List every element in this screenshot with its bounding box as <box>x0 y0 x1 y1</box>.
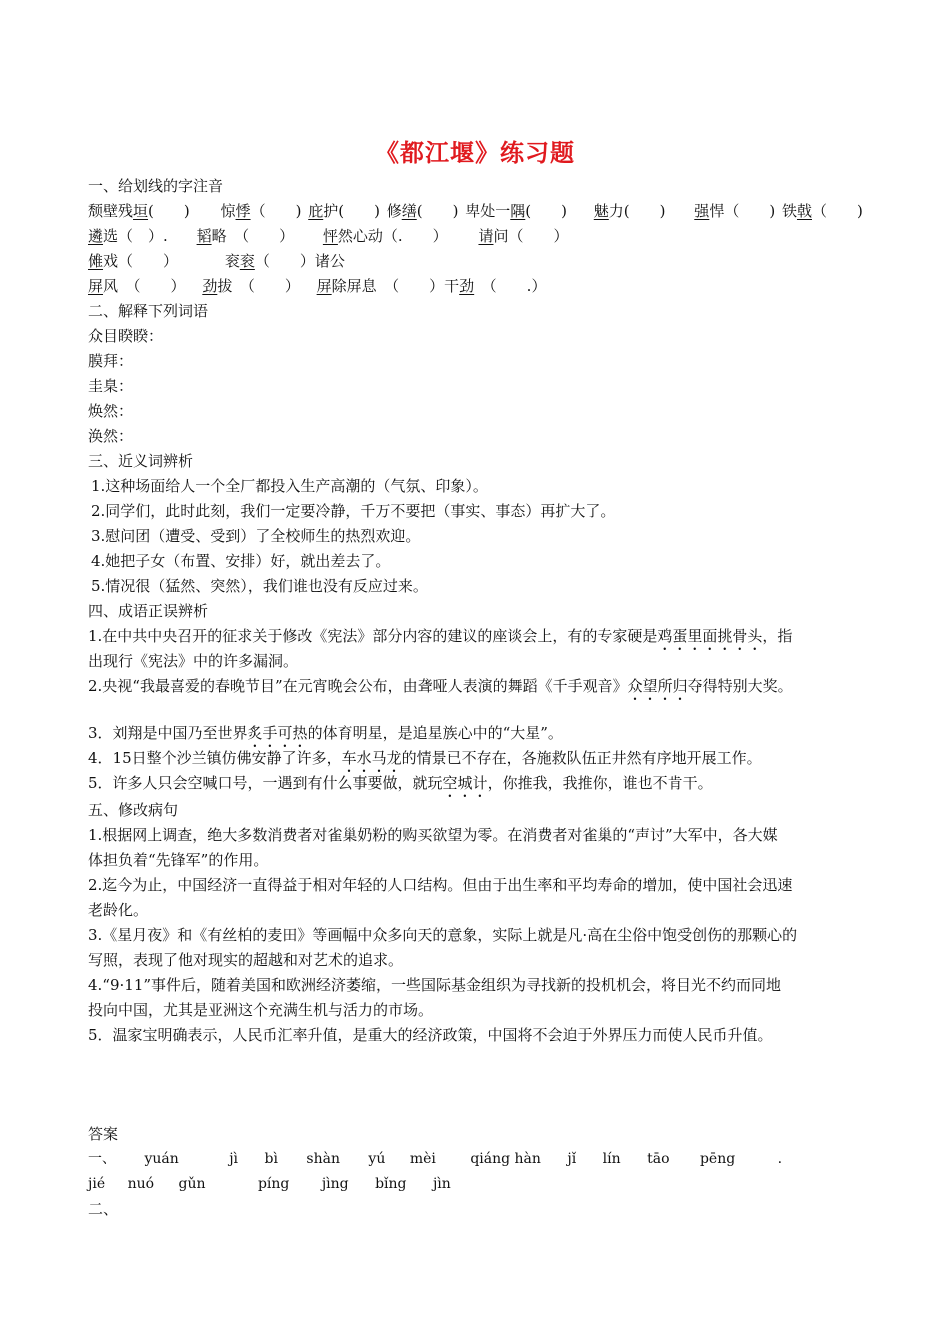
word-item: 韬略 （ ） <box>196 227 295 245</box>
word-item: 遴选（ ）. <box>88 227 168 245</box>
word-item: 铁戟（ ) <box>781 202 863 220</box>
question-line: 写照，表现了他对现实的超越和对艺术的追求。 <box>88 951 404 969</box>
word-item: 颓壁残垣( ) <box>88 202 190 220</box>
question-line: 1.根据网上调查，绝大多数消费者对雀巢奶粉的购买欲望为零。在消费者对雀巢的“声讨”大军中，各大媒 <box>88 826 778 844</box>
word-item: 庇护( ) <box>308 202 380 220</box>
section-1-heading: 一、给划线的字注音 <box>88 177 224 195</box>
word-item: 强悍（ ) <box>694 202 776 220</box>
idiom-dotted: 众望所归 <box>627 677 688 695</box>
word-item: 劲拔 （ ） <box>202 277 300 295</box>
section-4-heading: 四、成语正误辨析 <box>88 602 209 620</box>
answer-row-3: 二、 <box>88 1200 119 1218</box>
question-line: 1.在中共中央召开的征求关于修改《宪法》部分内容的建议的座谈会上，有的专家硬是鸡蛋里面挑骨头，指 <box>88 627 793 645</box>
question-line: 3.《星月夜》和《有丝柏的麦田》等画幅中众多向天的意象，实际上就是凡·高在尘俗中饱受创伤的那颗心的 <box>88 926 798 944</box>
question-line: 4.她把子女（布置、安排）好，就出差去了。 <box>91 552 391 570</box>
s1-row-4 <box>88 276 870 296</box>
answers-heading: 答案 <box>88 1125 119 1143</box>
question-line: 5．许多人只会空喊口号，一遇到有什么事要做，就玩空城计，你推我，我推你，谁也不肯干。 <box>88 774 713 792</box>
term-line: 圭臬： <box>88 377 134 395</box>
question-line: 2.同学们，此时此刻，我们一定要冷静，千万不要把（事实、事态）再扩大了。 <box>91 502 616 520</box>
term-line: 众目睽睽： <box>88 327 164 345</box>
page-title: 《都江堰》练习题 <box>375 139 575 167</box>
section-3-heading: 三、近义词辨析 <box>88 452 194 470</box>
word-item: 劲 （ .） <box>459 277 547 295</box>
idiom-dotted: 鸡蛋里面挑骨头 <box>657 627 763 645</box>
question-line: 4.“9·11”事件后，随着美国和欧洲经济萎缩，一些国际基金组织为寻找新的投机机会，将目光不约而同地 <box>88 976 782 994</box>
term-line: 焕然： <box>88 402 134 420</box>
word-item: 屏风 （ ） <box>88 277 186 295</box>
word-item: 请问（ ） <box>478 227 569 245</box>
question-line: 5．温家宝明确表示，人民币汇率升值，是重大的经济政策，中国将不会迫于外界压力而使人民币升值。 <box>88 1026 773 1044</box>
word-item: 屏除屏息 （ ）干 <box>316 277 460 295</box>
word-item: 傩戏（ ） <box>88 252 179 270</box>
question-line: 2.央视“我最喜爱的春晚节目”在元宵晚会公布，由聋哑人表演的舞蹈《千手观音》众望所归夺得特别大奖。 <box>88 677 793 695</box>
idiom-dotted: 空城计 <box>442 774 488 792</box>
word-item: 惊悸（ ) <box>220 202 302 220</box>
question-line: 1.这种场面给人一个全厂都投入生产高潮的（气氛、印象）。 <box>91 477 488 495</box>
question-line: 4．15日整个沙兰镇仿佛安静了许多，车水马龙的情景已不存在，各施救队伍正井然有序地开展工作。 <box>88 749 762 767</box>
s1-row-3 <box>88 251 870 271</box>
question-line: 3．刘翔是中国乃至世界炙手可热的体育明星，是追星族心中的“大星”。 <box>88 724 563 742</box>
question-line: 5.情况很（猛然、突然），我们谁也没有反应过来。 <box>91 577 428 595</box>
word-item: 魅力( ) <box>593 202 666 220</box>
answer-row-2: jié nuó gǔn píng jìng bǐng jìn <box>88 1176 451 1192</box>
word-item: 修缮( ) <box>386 202 459 220</box>
section-5-heading: 五、修改病句 <box>88 801 179 819</box>
idiom-dotted: 炙手可热 <box>247 724 308 742</box>
question-line: 出现行《宪法》中的许多漏洞。 <box>88 652 299 670</box>
answer-row-1: 一、 yuán jì bì shàn yú mèi qiáng hàn jǐ lín tāo pēng . <box>88 1151 783 1167</box>
word-item: 衮衮（ ）诸公 <box>224 252 345 270</box>
question-line: 投向中国，尤其是亚洲这个充满生机与活力的市场。 <box>88 1001 434 1019</box>
section-2-heading: 二、解释下列词语 <box>88 302 209 320</box>
word-item: 怦然心动（. ） <box>322 227 448 245</box>
word-item: 卑处一隅( ) <box>465 202 567 220</box>
question-line: 3.慰问团（遭受、受到）了全校师生的热烈欢迎。 <box>91 527 421 545</box>
question-line: 老龄化。 <box>88 901 149 919</box>
question-line: 体担负着“先锋军”的作用。 <box>88 851 269 869</box>
idiom-dotted: 车水马龙 <box>341 749 402 767</box>
term-line: 膜拜： <box>88 352 134 370</box>
question-line: 2.迄今为止，中国经济一直得益于相对年轻的人口结构。但由于出生率和平均寿命的增加，使中国社会迅速 <box>88 876 793 894</box>
term-line: 涣然： <box>88 427 134 445</box>
s1-row-1 <box>88 201 870 221</box>
s1-row-2 <box>88 226 870 246</box>
